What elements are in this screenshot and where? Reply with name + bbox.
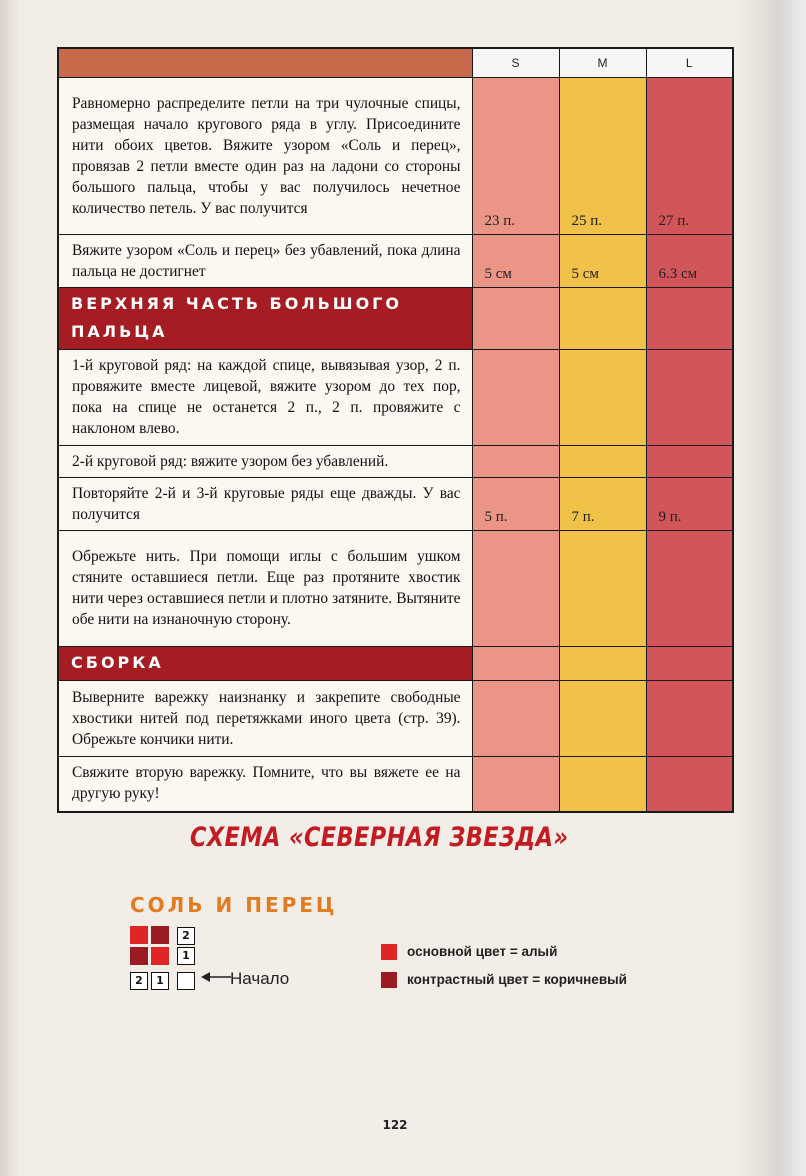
size-m-cell — [559, 647, 646, 681]
size-header-row — [58, 48, 733, 78]
value-l: 27 п. — [646, 78, 733, 235]
contrast-color-swatch — [381, 972, 397, 988]
instruction-text: Повторяйте 2-й и 3-й круговые ряды еще дважды. У вас получится — [58, 478, 472, 531]
size-m-cell — [559, 288, 646, 350]
value-s — [472, 531, 559, 647]
size-header-m: M — [559, 48, 646, 78]
value-s — [472, 350, 559, 446]
chart-title: СХЕМА «СЕВЕРНАЯ ЗВЕЗДА» — [190, 822, 569, 853]
value-m: 7 п. — [559, 478, 646, 531]
section-header-thumb-top: ВЕРХНЯЯ ЧАСТЬ БОЛЬШОГО ПАЛЬЦА — [58, 288, 472, 350]
value-s — [472, 757, 559, 812]
value-s — [472, 446, 559, 478]
instruction-text: Равномерно распределите петли на три чулочные спицы, размещая начало кругового ряда в углу. Присоедините нити обоих цветов. Вяжите узором «Соль и перец», провязав 2 петли вместе один раз на ладони со стороны большого пальца, чтобы у вас получилось нечетное количество петель. У вас получится — [58, 78, 472, 235]
table-row — [58, 235, 733, 288]
section-row — [58, 647, 733, 681]
value-m — [559, 757, 646, 812]
page-number: 122 — [382, 1118, 408, 1132]
value-s — [472, 681, 559, 757]
value-l — [646, 531, 733, 647]
grid-cell-contrast — [151, 926, 169, 944]
instruction-text: 2-й круговой ряд: вяжите узором без убавлений. — [58, 446, 472, 478]
value-m — [559, 531, 646, 647]
value-s: 5 см — [472, 235, 559, 288]
value-s: 5 п. — [472, 478, 559, 531]
value-l — [646, 757, 733, 812]
value-l: 9 п. — [646, 478, 733, 531]
value-l — [646, 681, 733, 757]
value-s: 23 п. — [472, 78, 559, 235]
value-m — [559, 350, 646, 446]
arrow-left-icon — [201, 969, 231, 989]
column-number: 2 — [130, 972, 148, 990]
instruction-text: Обрежьте нить. При помощи иглы с большим ушком стяните оставшиеся петли. Еще раз протяните хвостик нити через оставшиеся петли и плотно затяните. Вытяните обе нити на изнаночную сторону. — [58, 531, 472, 647]
table-row — [58, 78, 733, 235]
table-row — [58, 446, 733, 478]
legend-label: основной цвет = алый — [407, 944, 558, 959]
value-m: 5 см — [559, 235, 646, 288]
value-l — [646, 350, 733, 446]
grid-cell-main — [151, 947, 169, 965]
page-edge — [736, 0, 806, 1176]
main-color-swatch — [381, 944, 397, 960]
instruction-text: 1-й круговой ряд: на каждой спице, вывязывая узор, 2 п. провяжите вместе лицевой, вяжите узором до тех пор, пока на спице не останется 2 п., 2 п. провяжите с наклоном влево. — [58, 350, 472, 446]
table-row — [58, 757, 733, 812]
value-m: 25 п. — [559, 78, 646, 235]
table-row — [58, 531, 733, 647]
value-l — [646, 446, 733, 478]
book-spine-shadow — [0, 0, 20, 1176]
section-row — [58, 288, 733, 350]
size-header-s: S — [472, 48, 559, 78]
value-m — [559, 681, 646, 757]
section-header-assembly: СБОРКА — [58, 647, 472, 681]
instructions-table — [57, 47, 734, 813]
value-m — [559, 446, 646, 478]
row-number: 1 — [177, 947, 195, 965]
size-l-cell — [646, 288, 733, 350]
start-label: Начало — [230, 969, 290, 988]
header-blank-cell — [58, 48, 472, 78]
size-s-cell — [472, 647, 559, 681]
value-l: 6.3 см — [646, 235, 733, 288]
grid-cell-main — [130, 926, 148, 944]
row-number: 2 — [177, 927, 195, 945]
legend-label: контрастный цвет = коричневый — [407, 972, 627, 987]
table-row — [58, 478, 733, 531]
table-row — [58, 350, 733, 446]
size-l-cell — [646, 647, 733, 681]
table-row — [58, 681, 733, 757]
column-number: 1 — [151, 972, 169, 990]
instruction-text: Свяжите вторую варежку. Помните, что вы вяжете ее на другую руку! — [58, 757, 472, 812]
pattern-subtitle: СОЛЬ И ПЕРЕЦ — [130, 893, 338, 917]
size-s-cell — [472, 288, 559, 350]
grid-cell-contrast — [130, 947, 148, 965]
instruction-text: Выверните варежку наизнанку и закрепите свободные хвостики нитей под перетяжками иного цвета (стр. 39). Обрежьте кончики нити. — [58, 681, 472, 757]
grid-corner-cell — [177, 972, 195, 990]
size-header-l: L — [646, 48, 733, 78]
instruction-text: Вяжите узором «Соль и перец» без убавлений, пока длина пальца не достигнет — [58, 235, 472, 288]
